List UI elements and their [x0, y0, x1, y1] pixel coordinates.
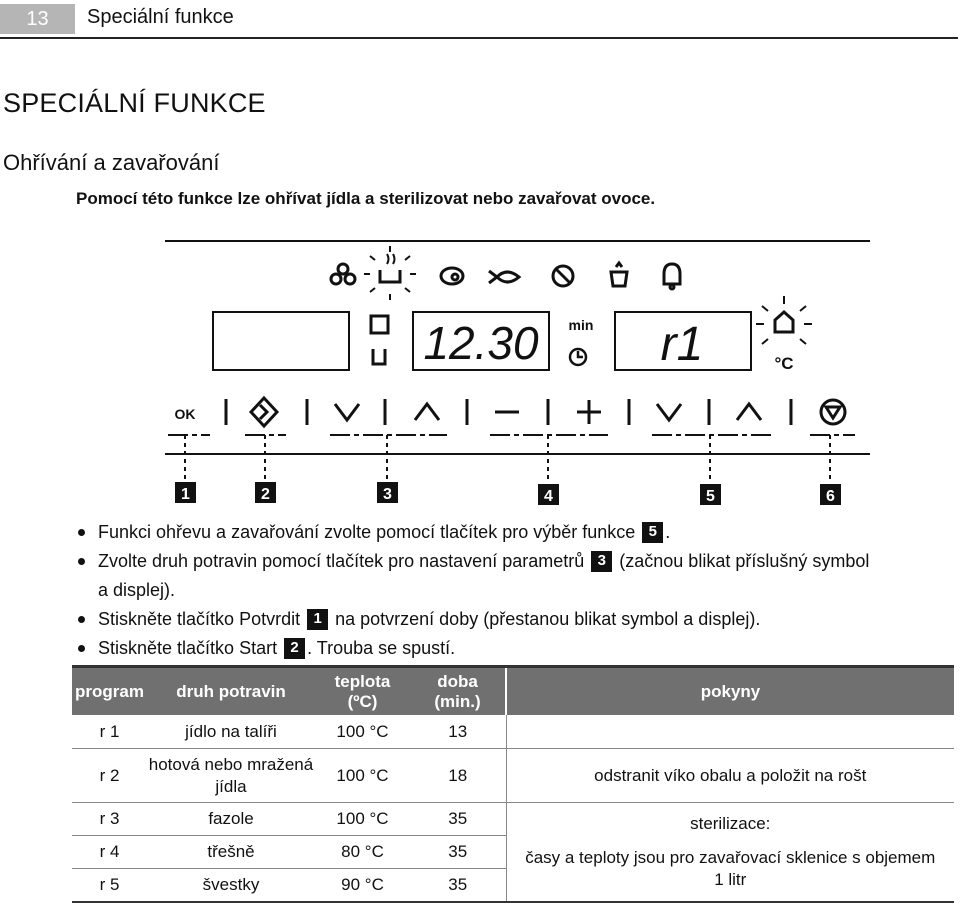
control-panel-diagram [160, 232, 875, 512]
food-indicator-icons [371, 316, 388, 364]
program-table [72, 665, 954, 903]
cell-food [147, 749, 315, 803]
cell-time: 35 [410, 869, 506, 903]
cell-program: r 3 [72, 803, 147, 836]
steril-note-line2: časy a teploty jsou pro zavařovací sklenice s objemem [525, 848, 936, 867]
callout-1: 1 [181, 486, 190, 503]
cell-time: 35 [410, 803, 506, 836]
cell-note: odstranit víko obalu a položit na rošt [506, 749, 954, 803]
fan-icon [331, 264, 355, 284]
temperature-icon [756, 296, 812, 344]
cell-program: r 4 [72, 836, 147, 869]
step-2-tail: (začnou blikat příslušný symbol [614, 551, 870, 571]
left-display [213, 312, 349, 370]
callout-4: 4 [544, 488, 553, 505]
callout-5: 5 [706, 488, 715, 505]
callout-6: 6 [826, 488, 835, 505]
time-display-value: 12.30 [423, 317, 539, 369]
cell-temperature: 90 °C [315, 869, 410, 903]
header-title: Speciální funkce [87, 6, 234, 28]
start-button[interactable] [251, 398, 277, 426]
cell-temperature: 100 °C [315, 715, 410, 749]
header-food: druh potravin [147, 667, 315, 716]
step-3-badge: 1 [307, 609, 328, 630]
pizza-icon [553, 266, 573, 286]
section-title: SPECIÁLNÍ FUNKCE [3, 88, 266, 118]
step-1-badge: 5 [642, 522, 663, 543]
cell-time: 13 [410, 715, 506, 749]
cell-time: 18 [410, 749, 506, 803]
cell-food: třešně [147, 836, 315, 869]
steps-list [78, 518, 958, 663]
header-temperature-line2: (ºC) [347, 691, 378, 711]
cell-food: jídlo na talíři [147, 715, 315, 749]
cell-program: r 1 [72, 715, 147, 749]
header-divider [0, 37, 958, 39]
param-down-button[interactable] [335, 404, 359, 420]
step-item [78, 605, 958, 634]
min-label: min [568, 317, 594, 333]
header-notes: pokyny [506, 667, 954, 716]
cell-program: r 2 [72, 749, 147, 803]
heat-preserve-icon [364, 246, 416, 300]
bell-icon [664, 264, 680, 289]
cell-temperature: 80 °C [315, 836, 410, 869]
cell-temperature: 100 °C [315, 803, 410, 836]
cell-note-empty [506, 715, 954, 749]
step-item [78, 634, 958, 663]
step-item [78, 518, 958, 547]
step-3-text: Stiskněte tlačítko Potvrdit [98, 609, 301, 629]
table-row [72, 749, 954, 803]
param-up-button[interactable] [415, 404, 439, 420]
subsection-title: Ohřívání a zavařování [3, 150, 220, 175]
celsius-label: °C [774, 354, 794, 373]
step-2-text: Zvolte druh potravin pomocí tlačítek pro nastavení parametrů [98, 551, 585, 571]
button-underlines [168, 435, 855, 482]
step-4-text: Stiskněte tlačítko Start [98, 638, 278, 658]
program-display-value: r1 [660, 318, 704, 371]
clock-icon [570, 349, 586, 365]
cake-icon [611, 263, 627, 286]
header-program: program [72, 667, 147, 716]
step-3-tail: na potvrzení doby (přestanou blikat symbol a displej). [330, 609, 761, 629]
page-number: 13 [0, 4, 75, 34]
fish-icon [489, 271, 519, 283]
header-temperature-line1: teplota [334, 671, 391, 691]
step-1-text: Funkci ohřevu a zavařování zvolte pomocí tlačítek pro výběr funkce [98, 522, 636, 542]
cell-food-line1: hotová nebo mražená [148, 754, 314, 774]
step-item [78, 547, 958, 605]
function-down-button[interactable] [657, 404, 681, 420]
cell-time: 35 [410, 836, 506, 869]
intro-text: Pomocí této funkce lze ohřívat jídla a sterilizovat nebo zavařovat ovoce. [76, 189, 656, 208]
stop-button[interactable] [821, 400, 845, 424]
table-row [72, 803, 954, 836]
cell-program: r 5 [72, 869, 147, 903]
step-1-tail: . [665, 522, 671, 542]
cell-sterilization-note [506, 803, 954, 903]
meat-icon [441, 268, 463, 284]
callout-2: 2 [261, 486, 270, 503]
cell-food: švestky [147, 869, 315, 903]
steril-note-line3: 1 litr [714, 870, 747, 889]
step-2-badge: 3 [591, 551, 612, 572]
header-time [410, 667, 506, 716]
header-time-line1: doba [437, 671, 478, 691]
step-4-badge: 2 [284, 638, 305, 659]
header-time-line2: (min.) [434, 691, 481, 711]
step-2-continuation: a displej). [98, 580, 176, 600]
function-up-button[interactable] [737, 404, 761, 420]
cell-food: fazole [147, 803, 315, 836]
steril-note-line1: sterilizace: [690, 814, 771, 833]
table-row [72, 715, 954, 749]
callout-3: 3 [383, 486, 392, 503]
step-4-tail: . Trouba se spustí. [307, 638, 456, 658]
cell-food-line2: jídla [215, 776, 247, 796]
ok-button[interactable]: OK [174, 406, 196, 422]
table-header-row [72, 667, 954, 716]
cell-temperature: 100 °C [315, 749, 410, 803]
plus-button[interactable] [577, 400, 601, 424]
header-temperature [315, 667, 410, 716]
